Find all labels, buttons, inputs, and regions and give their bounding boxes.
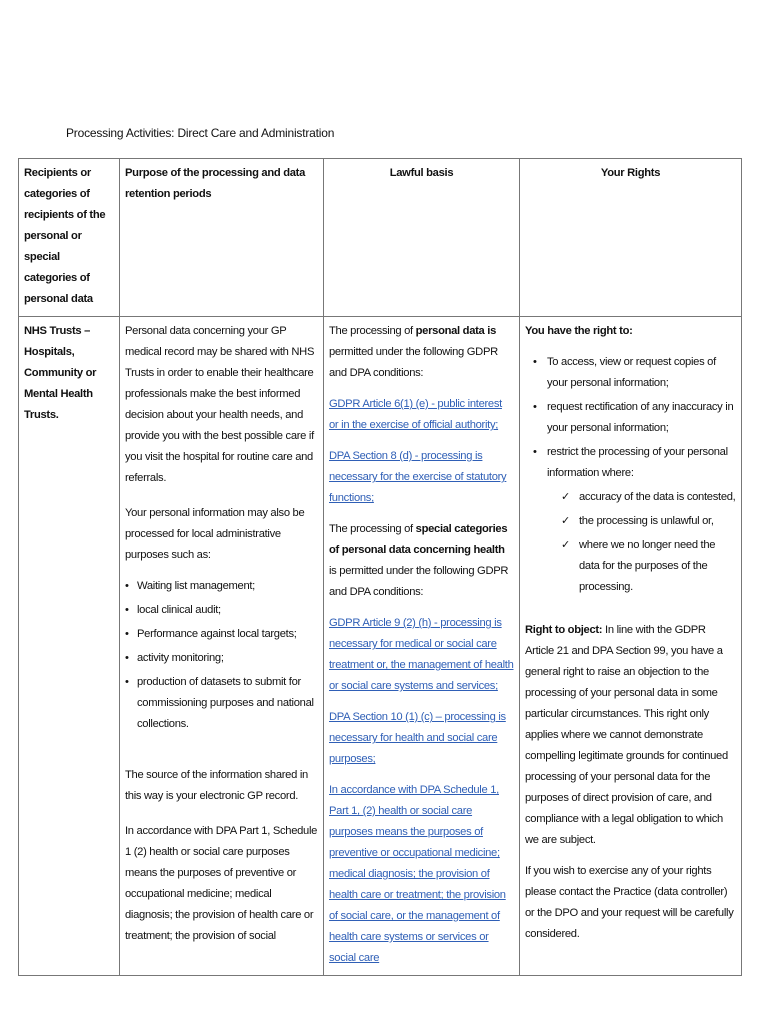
cell-your-rights <box>520 317 742 976</box>
list-item: • Performance against local targets; <box>125 624 318 645</box>
list-item: ✓ the processing is unlawful or, <box>525 511 736 532</box>
list-item: • Waiting list management; <box>125 576 318 597</box>
list-item: • restrict the processing of your personal information where: <box>525 442 736 484</box>
list-item: • production of datasets to submit for commissioning purposes and national collections. <box>125 672 318 735</box>
cell-purpose <box>120 317 324 976</box>
list-item: • To access, view or request copies of your personal information; <box>525 352 736 394</box>
gdpr-article-9-link[interactable]: GDPR Article 9 (2) (h) - processing is necessary for medical or social care treatment or, the management of health or social care systems and services; <box>329 617 514 692</box>
cell-lawful-basis <box>324 317 520 976</box>
exercise-rights-paragraph: If you wish to exercise any of your rights please contact the Practice (data controller) or the DPO and your request will be carefully considered. <box>525 865 734 940</box>
rights-heading: You have the right to: <box>525 325 633 337</box>
list-item: • local clinical audit; <box>125 600 318 621</box>
lawful-paragraph-1: The processing of personal data is permitted under the following GDPR and DPA conditions: <box>329 325 498 379</box>
cell-recipients: NHS Trusts – Hospitals, Community or Mental Health Trusts. <box>19 317 120 976</box>
processing-table <box>18 158 742 976</box>
list-item: ✓ accuracy of the data is contested, <box>525 487 736 508</box>
table-row <box>19 317 742 976</box>
lawful-paragraph-2: The processing of special categories of personal data concerning health is permitted under the following GDPR and DPA conditions: <box>329 523 509 598</box>
dpa-section-10-link[interactable]: DPA Section 10 (1) (c) – processing is necessary for health and social care purposes; <box>329 711 506 765</box>
purpose-paragraph-3: The source of the information shared in this way is your electronic GP record. <box>125 769 308 802</box>
list-item: • activity monitoring; <box>125 648 318 669</box>
header-purpose: Purpose of the processing and data retention periods <box>120 159 324 317</box>
page-title: Processing Activities: Direct Care and Administration <box>66 126 335 140</box>
purpose-paragraph-1: Personal data concerning your GP medical record may be shared with NHS Trusts in order to enable their healthcare professionals make the best informed decision about your health needs, and provide you with the best possible care if you visit the hospital for routine care and referrals. <box>125 325 315 484</box>
dpa-schedule-1-link[interactable]: In accordance with DPA Schedule 1, Part 1, (2) health or social care purposes means the purposes of preventive or occupational medicine; medical diagnosis; the provision of health care or treatment; the provision of social care, or the management of health care systems or services or social care <box>329 784 506 964</box>
dpa-section-8-link[interactable]: DPA Section 8 (d) - processing is necessary for the exercise of statutory functions; <box>329 450 507 504</box>
table-header-row <box>19 159 742 317</box>
right-to-object-paragraph: Right to object: In line with the GDPR Article 21 and DPA Section 99, you have a general right to raise an objection to the processing of your personal data in some particular circumstances. This right only applies where we cannot demonstrate compelling legitimate grounds for continued processing of your personal data for the purposes of direct provision of care, and compliance with a legal obligation to which we are subject. <box>525 624 728 846</box>
purpose-paragraph-2: Your personal information may also be processed for local administrative purposes such as: <box>125 507 305 561</box>
rights-check-list <box>525 487 736 598</box>
gdpr-article-6-link[interactable]: GDPR Article 6(1) (e) - public interest or in the exercise of official authority; <box>329 398 502 431</box>
header-your-rights: Your Rights <box>520 159 742 317</box>
purpose-bullet-list <box>125 576 318 735</box>
header-recipients: Recipients or categories of recipients of the personal or special categories of personal data <box>19 159 120 317</box>
list-item: ✓ where we no longer need the data for the purposes of the processing. <box>525 535 736 598</box>
purpose-paragraph-4: In accordance with DPA Part 1, Schedule 1 (2) health or social care purposes means the purposes of preventive or occupational medicine; medical diagnosis; the provision of health care or treatment; the provision of social <box>125 825 318 942</box>
header-lawful-basis: Lawful basis <box>324 159 520 317</box>
list-item: • request rectification of any inaccuracy in your personal information; <box>525 397 736 439</box>
rights-bullet-list <box>525 352 736 484</box>
